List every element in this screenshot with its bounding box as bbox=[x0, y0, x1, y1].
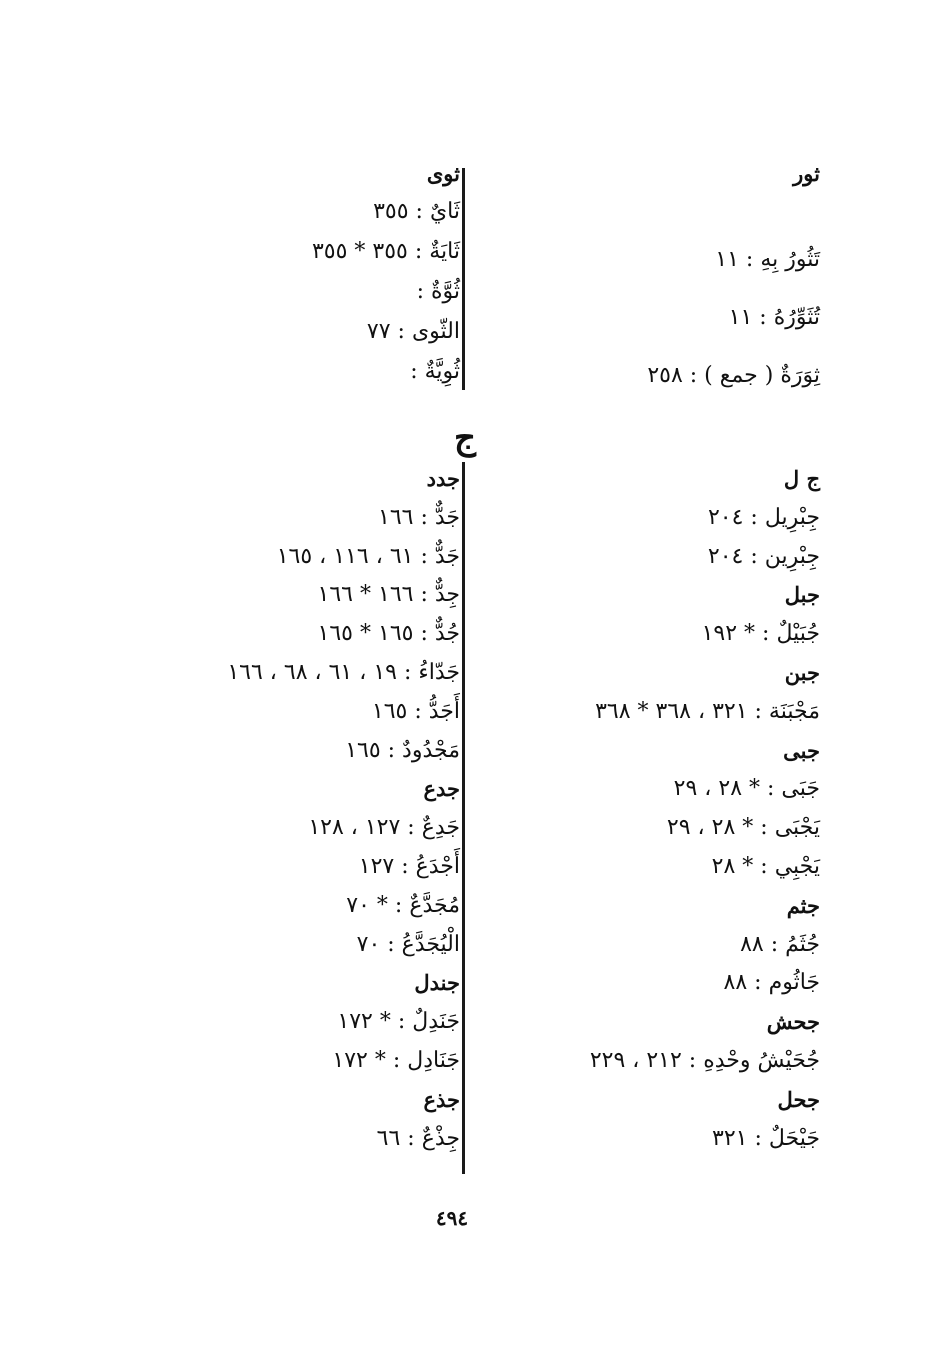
root-heading: جحش bbox=[766, 1009, 820, 1035]
root-heading: جبن bbox=[784, 660, 820, 685]
index-entry: جِبْرِيل : ٢٠٤ bbox=[707, 504, 820, 530]
root-heading: جبل bbox=[784, 582, 820, 608]
index-entry: جَيْحَلٌ : ٣٢١ bbox=[712, 1125, 820, 1151]
index-entry: يَجْبِي : * ٢٨ bbox=[711, 854, 820, 879]
column-divider-top bbox=[462, 168, 465, 390]
index-entry: جَدٌّ : ١٦٦ bbox=[378, 504, 460, 530]
section-letter: ج bbox=[454, 418, 476, 458]
index-entry: جُدٌّ : ١٦٥ * ١٦٥ bbox=[317, 621, 460, 647]
root-heading: جدد bbox=[426, 466, 460, 491]
root-heading: ثور bbox=[793, 161, 820, 186]
index-entry: يَجْبَى : * ٢٨ ، ٢٩ bbox=[666, 815, 820, 841]
root-heading: جدع bbox=[423, 776, 460, 802]
root-heading: جبى bbox=[783, 737, 820, 763]
index-entry: ثَايَةٌ : ٣٥٥ * ٣٥٥ bbox=[311, 239, 460, 264]
index-entry: جَبَى : * ٢٨ ، ٢٩ bbox=[673, 776, 820, 802]
index-entry: جُحَيْشُ وحْدِهِ : ٢١٢ ، ٢٢٩ bbox=[589, 1048, 820, 1073]
index-entry: مُجَدَّعٌ : * ٧٠ bbox=[346, 892, 460, 918]
root-heading: ج ل bbox=[783, 466, 820, 491]
root-heading: جندل bbox=[414, 970, 460, 996]
index-entry: ثُوِيَّةٌ : bbox=[410, 359, 460, 384]
index-entry: جُثَمُ : ٨٨ bbox=[740, 931, 820, 957]
index-entry: أَجَدُّ : ١٦٥ bbox=[371, 698, 460, 724]
index-entry: جُبَيْلٌ : * ١٩٢ bbox=[701, 621, 820, 647]
index-entry: جَنَادِل : * ١٧٢ bbox=[332, 1048, 460, 1073]
index-entry: جَدٌّ : ٦١ ، ١١٦ ، ١٦٥ bbox=[276, 543, 460, 569]
index-entry: الْيُجَدَّعُ : ٧٠ bbox=[356, 931, 460, 957]
index-entry: تُثَوِّرُهُ : ١١ bbox=[728, 305, 820, 330]
index-entry: جِذْعٌ : ٦٦ bbox=[376, 1125, 460, 1151]
index-entry: جِدٌّ : ١٦٦ * ١٦٦ bbox=[317, 582, 460, 608]
index-entry: جَدّاءُ : ١٩ ، ٦١ ، ٦٨ ، ١٦٦ bbox=[227, 660, 460, 685]
index-entry: مَجْدُودٌ : ١٦٥ bbox=[345, 737, 460, 763]
index-entry: ثَايٌ : ٣٥٥ bbox=[373, 199, 460, 224]
index-entry: الثّوى : ٧٧ bbox=[366, 319, 460, 344]
index-entry: ثُوَّةٌ : bbox=[416, 279, 460, 304]
index-entry: أَجْدَعُ : ١٢٧ bbox=[358, 854, 460, 879]
page-number: ٤٩٤ bbox=[435, 1206, 469, 1230]
index-entry: مَجْبَنَة : ٣٢١ ، ٣٦٨ * ٣٦٨ bbox=[595, 698, 820, 724]
index-entry: جَاثُوم : ٨٨ bbox=[723, 970, 820, 996]
root-heading: ثوى bbox=[426, 161, 460, 186]
index-entry: ثِوَرَةٌ ( جمع ) : ٢٥٨ bbox=[647, 363, 820, 388]
column-divider-main bbox=[462, 462, 465, 1174]
index-entry: تَثُورُ بِهِ : ١١ bbox=[715, 247, 820, 272]
index-entry: جَدِعٌ : ١٢٧ ، ١٢٨ bbox=[308, 815, 460, 841]
index-entry: جَنَدِلٌ : * ١٧٢ bbox=[337, 1009, 460, 1035]
root-heading: جحل bbox=[777, 1086, 820, 1112]
index-entry: جِبْرِين : ٢٠٤ bbox=[707, 543, 820, 569]
root-heading: جذع bbox=[423, 1086, 460, 1112]
root-heading: جثم bbox=[786, 892, 820, 918]
